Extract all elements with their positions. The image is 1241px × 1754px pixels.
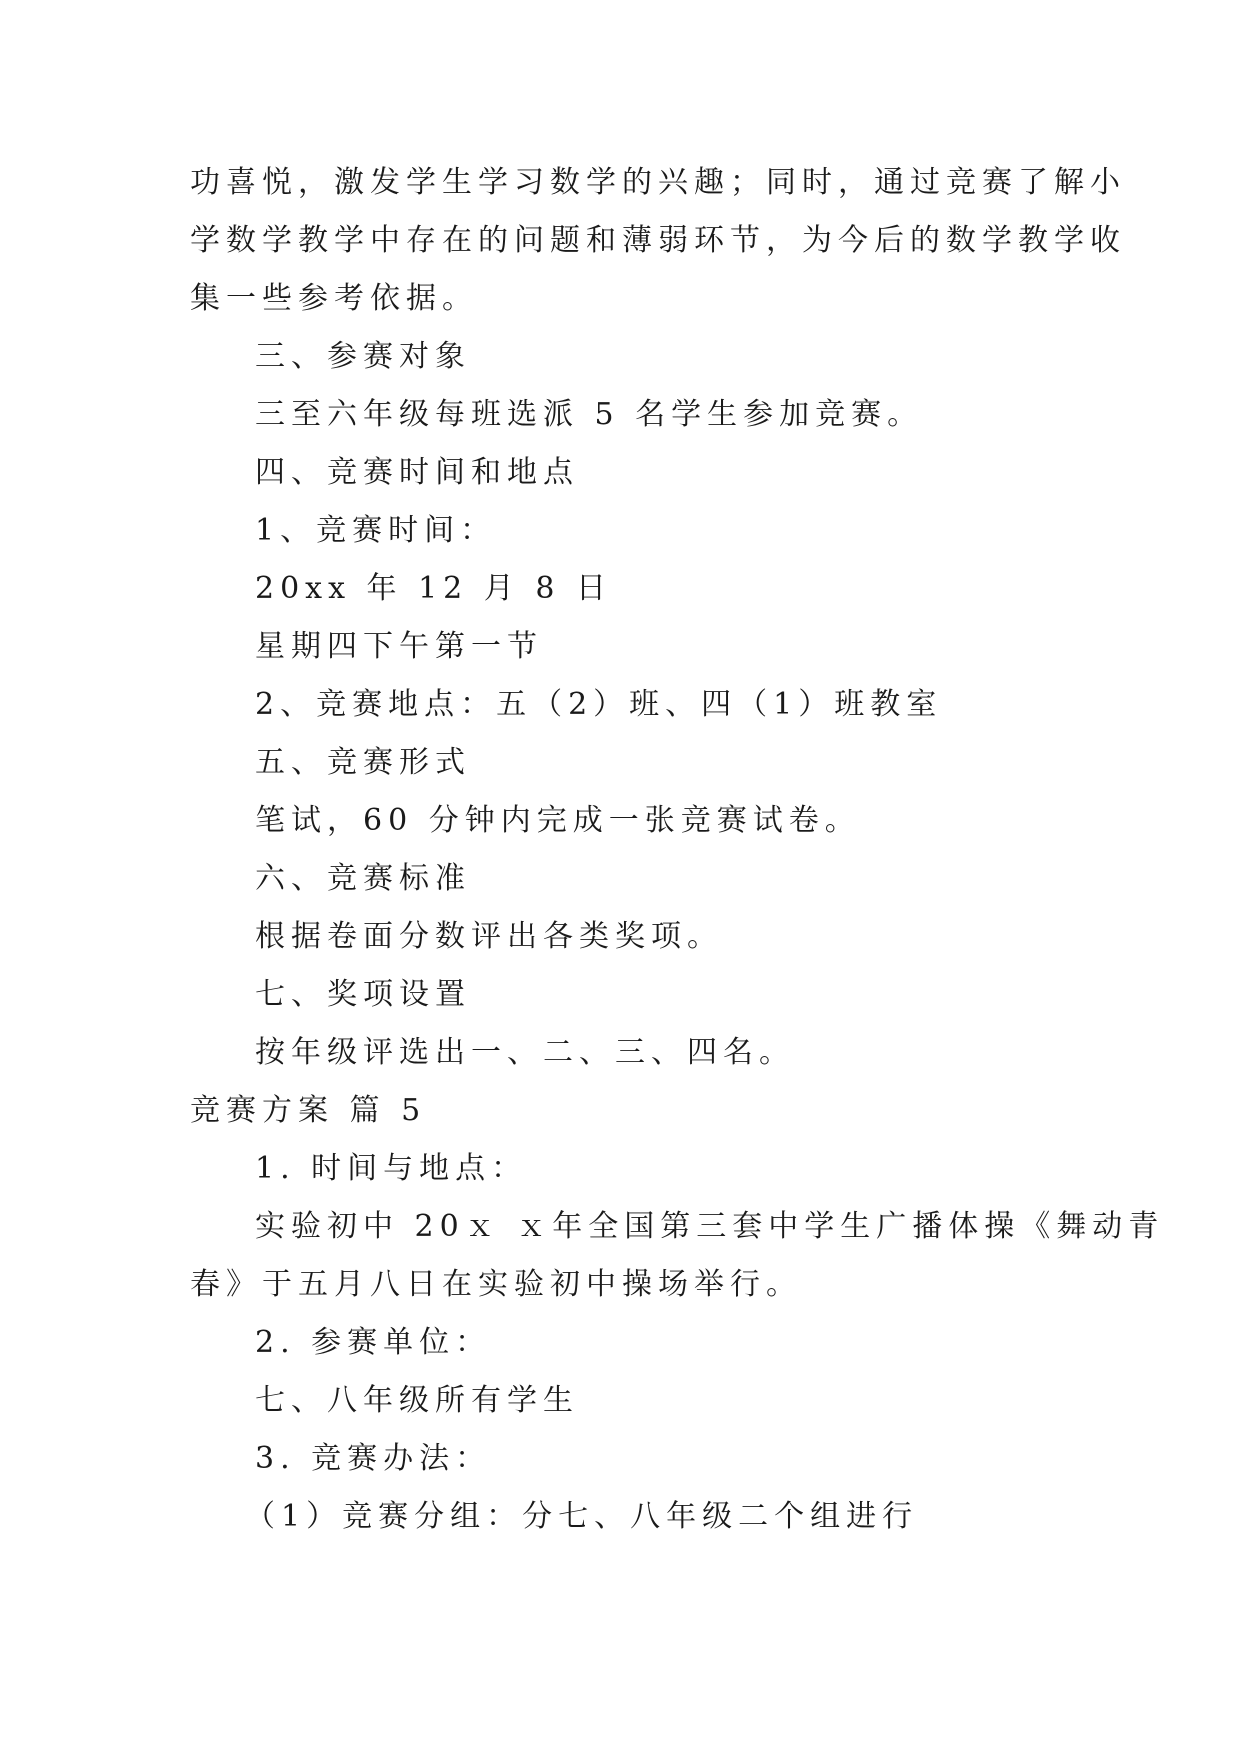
- document-section-title: 竞赛方案 篇 5: [190, 1093, 427, 1128]
- paragraph-line-2: 学数学教学中存在的问题和薄弱环节，为今后的数学教学收: [190, 223, 1126, 258]
- section-heading-participants: 三、参赛对象: [255, 339, 471, 374]
- paragraph-awards: 按年级评选出一、二、三、四名。: [255, 1035, 795, 1070]
- paragraph-event-line-1: 实验初中 20ｘ ｘ年全国第三套中学生广播体操《舞动青: [255, 1209, 1165, 1244]
- paragraph-line-3: 集一些参考依据。: [190, 281, 478, 316]
- paragraph-event-line-2: 春》于五月八日在实验初中操场举行。: [190, 1267, 802, 1302]
- paragraph-format: 笔试，60 分钟内完成一张竞赛试卷。: [255, 803, 861, 838]
- section-heading-time-place: 四、竞赛时间和地点: [255, 455, 579, 490]
- section-heading-format: 五、竞赛形式: [255, 745, 471, 780]
- paragraph-grouping: （1）竞赛分组：分七、八年级二个组进行: [245, 1499, 919, 1534]
- subheading-competition-method: 3. 竞赛办法：: [255, 1441, 492, 1476]
- paragraph-participants: 三至六年级每班选派 5 名学生参加竞赛。: [255, 397, 924, 432]
- subheading-time-place: 1. 时间与地点：: [255, 1151, 528, 1186]
- paragraph-line-1: 功喜悦，激发学生学习数学的兴趣；同时，通过竞赛了解小: [190, 165, 1126, 200]
- date-line: 20xx 年 12 月 8 日: [255, 571, 612, 606]
- subheading-time: 1、竞赛时间：: [255, 513, 497, 548]
- subheading-participating-units: 2. 参赛单位：: [255, 1325, 492, 1360]
- weekday-line: 星期四下午第一节: [255, 629, 543, 664]
- paragraph-criteria: 根据卷面分数评出各类奖项。: [255, 919, 723, 954]
- section-heading-criteria: 六、竞赛标准: [255, 861, 471, 896]
- section-heading-awards: 七、奖项设置: [255, 977, 471, 1012]
- paragraph-participating-units: 七、八年级所有学生: [255, 1383, 579, 1418]
- subheading-place: 2、竞赛地点：五（2）班、四（1）班教室: [255, 687, 943, 722]
